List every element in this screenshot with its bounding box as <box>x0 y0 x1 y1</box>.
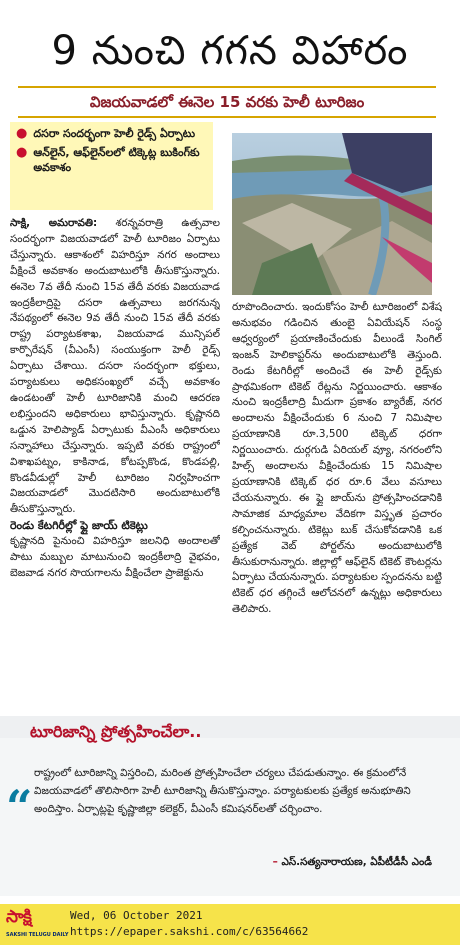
footer-date: Wed, 06 October 2021 <box>70 909 203 922</box>
article-body-text-3: రూపొందించారు. ఇందుకోసం హెలీ టూరిజంలో విశేష అనుభవం గడించిన తుంబై ఏవియేషన్ సంస్థ ఆధ్వర్యంలో ప్రయాణించేందుకు వీలుండే సింగిల్ ఇంజన్ హెలికాప్టర్‌ను అందుబాటులోకి తెస్తుంది. రెండు కేటగిరీల్లో అందించే ఈ హెలీ రైడ్స్‌కు ప్రాథమికంగా టికెట్ రేట్లను నిర్ణయించారు. ఆకాశం నుంచి ఇంద్రకీలాద్రి మీదుగా ప్రకాశం బ్యారేజ్, నగర అందాలను వీక్షించేందుకు 6 నుంచి 7 నిమిషాల ప్రయాణానికి రూ.3,500 టిక్కెట్ ధరగా నిర్ణయించారు. దుర్గగుడి ఏరియల్ వ్యూ, నగరంలోని హిల్స్ అందాలను వీక్షించేందుకు 15 నిమిషాల ప్రయాణానికి టిక్కెట్ ధర రూ.6 వేలు వసూలు చేయనున్నారు. ఈ ఫ్లై జాయ్‌ను ప్రోత్సహించడానికి సామాజిక మాధ్యమాల వేదికగా విస్తృత ప్రచారం కల్పించనున్నారు. టికెట్లు బుక్ చేసుకోవడానికి ఒక ప్రత్యేక వెబ్ పోర్టల్‌ను అందుబాటులోకి తీసుకురానున్నారు. జిల్లాల్లో ఆఫ్‌లైన్ టికెట్ కౌంటర్లను ఏర్పాటు చేయనున్నారు. పర్యాటకుల స్పందనను బట్టి టికెట్ ధర తగ్గించే ఆలోచనలో ఉన్నట్లు అధికారులు తెలిపారు. <box>232 301 442 616</box>
quote-mark-icon: “ <box>6 780 33 834</box>
aerial-helicopter-photo <box>232 133 432 295</box>
subheadline: విజయవాడలో ఈనెల 15 వరకు హెలీ టూరిజం <box>18 86 436 118</box>
article-column-right <box>232 300 442 700</box>
quote-box <box>0 716 460 896</box>
quote-text: రాష్ట్రంలో టూరిజాన్ని విస్తరించి, మరింత ప్రోత్సహించేలా చర్యలు చేపడుతున్నాం. ఈ క్రమంలోనే విజయవాడలో తొలిసారిగా హెలీ టూరిజాన్ని తీసుకొస్తున్నాం. పర్యాటకులకు ప్రత్యేక అనుభూతిని అందిస్తాం. ఏర్పాట్లపై కృష్ణాజిల్లా కలెక్టర్, వీఎంసీ కమిషనర్‌లతో చర్చించాం. <box>34 767 411 815</box>
aerial-photo-illustration <box>232 133 432 295</box>
highlight-item <box>16 126 207 141</box>
sakshi-logo <box>6 907 69 941</box>
section-subhead: రెండు కేటగిరీల్లో ఫ్లై జాయ్ టికెట్లు <box>10 519 148 533</box>
article-body-text: శరన్నవరాత్రి ఉత్సవాల సందర్భంగా విజయవాడలో హెలీ టూరిజం ఏర్పాటు చేస్తున్నారు. ఆకాశంలో విహరిస్తూ నగర అందాలు వీక్షించే అవకాశం అందుబాటులోకి తీసుకొస్తున్నారు. ఈనెల 7వ తేదీ నుంచి 15వ తేదీ వరకు విజయవాడ ఇంద్రకీలాద్రిపై దసరా ఉత్సవాలు జరగనున్న నేపథ్యంలో ఈనెల 9వ తేదీ నుంచి 15వ తేదీ వరకు రాష్ట్ర పర్యాటకశాఖ, విజయవాడ మున్సిపల్ కార్పొరేషన్ (వీఎంసీ) సంయుక్తంగా హెలీ రైడ్స్ ఏర్పాటు చేశాయి. దసరా సందర్భంగా భక్తులు, పర్యాటకులు అధికసంఖ్యలో వచ్చే అవకాశం ఉండటంతో హెలీ టూరిజానికి మంచి ఆదరణ లభిస్తుందని అధికారులు భావిస్తున్నారు. కృష్ణానది ఒడ్డున హెలిప్యాడ్ ఏర్పాటుకు వీఎంసీ అధికారులు సన్నాహాలు చేస్తున్నారు. ఇప్పటి వరకు రాష్ట్రంలో విశాఖపట్నం, కాకినాడ, కోటప్పకొండ, కొండపల్లి, కొండవీడుల్లో హెలీ టూరిజం నిర్వహించగా విజయవాడలో మొదటిసారి అందుబాటులోకి తీసుకొస్తున్నారు. <box>10 217 220 516</box>
attribution-name: ఎస్.సత్యనారాయణ, ఏపీటీడీసీ ఎండీ <box>281 856 432 868</box>
headline: 9 నుంచి గగన విహారం <box>51 28 409 74</box>
bullet-icon: ● <box>16 145 28 160</box>
dateline: సాక్షి, అమరావతి: <box>10 217 98 229</box>
article-body-text-2: కృష్ణానది పైనుంచి విహరిస్తూ జలనిధి అందాలతో పాటు మబ్బుల మాటునుంచి ఇంద్రకీలాద్రి వైభవం, బెజవాడ నగర సొయగాలను వీక్షించేలా ప్రాజెక్టును <box>10 535 220 579</box>
logo-word: సాక్షి <box>6 907 32 927</box>
quote-attribution <box>273 856 432 871</box>
attribution-dash: – <box>272 856 278 868</box>
highlight-text: దసరా సందర్భంగా హెలీ రైడ్స్ ఏర్పాటు <box>33 127 196 140</box>
footer-bar <box>0 904 460 945</box>
footer-url[interactable]: https://epaper.sakshi.com/c/63564662 <box>70 925 309 938</box>
bullet-icon: ● <box>16 126 28 141</box>
article-column-left <box>10 216 220 686</box>
quote-title: టూరిజాన్ని ప్రోత్సహించేలా.. <box>30 722 202 741</box>
logo-subtitle: SAKSHI TELUGU DAILY <box>6 932 69 938</box>
highlight-text: ఆన్‌లైన్, ఆఫ్‌లైన్‌లలో టిక్కెట్ల బుకింగ్‌కు అవకాశం <box>33 146 200 174</box>
highlight-item <box>16 145 207 175</box>
highlights-box <box>10 122 213 210</box>
